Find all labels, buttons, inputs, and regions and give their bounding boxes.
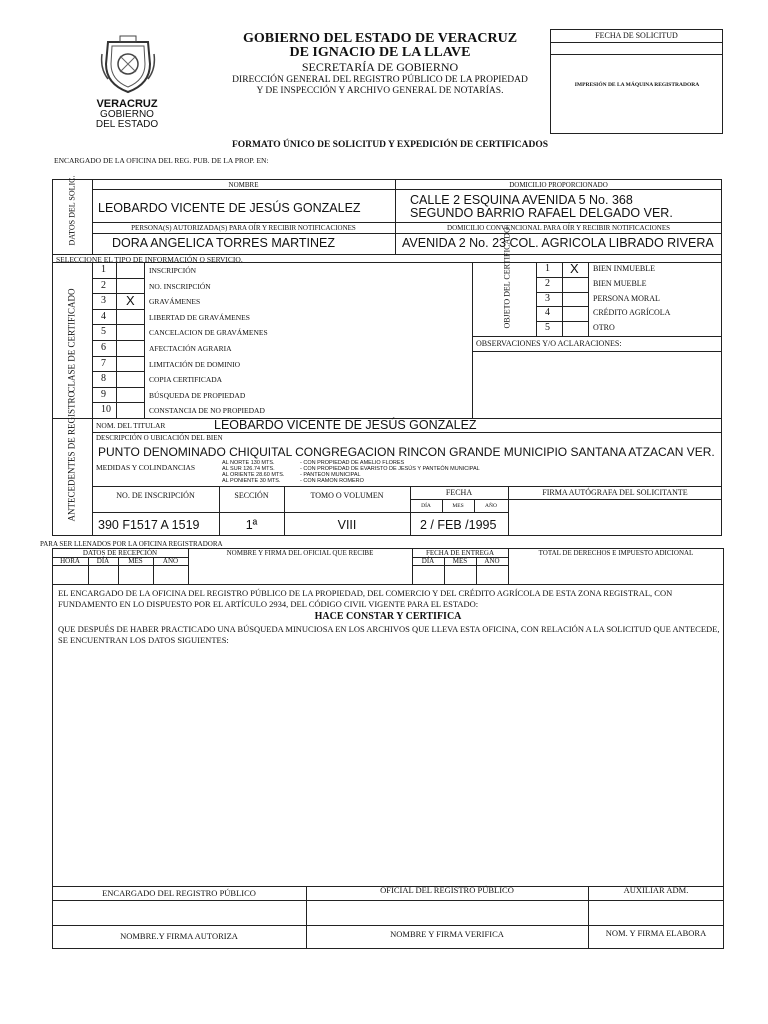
descripcion-label: DESCRIPCIÓN O UBICACIÓN DEL BIEN (96, 434, 223, 442)
auxiliar-label: AUXILIAR ADM. (623, 885, 689, 895)
impresion-label: IMPRESIÓN DE LA MÁQUINA REGISTRADORA (574, 82, 700, 88)
clase-item-number: 8 (101, 373, 106, 385)
inscripcion-value: 390 F1517 A 1519 (98, 518, 200, 532)
objeto-item-number: 2 (545, 277, 550, 289)
objeto-side-label: OBJETO DEL CERTIFICADO (502, 227, 512, 329)
encargado-registro-label: ENCARGADO DEL REGISTRO PÚBLICO (102, 888, 256, 898)
clase-item-label: BÚSQUEDA DE PROPIEDAD (149, 390, 246, 400)
mes-label: MES (452, 503, 464, 509)
clase-item-number: 7 (101, 357, 106, 369)
seccion-value: 1ª (245, 518, 258, 532)
recepcion-dia: DÍA (96, 557, 110, 565)
elabora-label: NOM. Y FIRMA ELABORA (605, 928, 707, 938)
verifica-label: NOMBRE Y FIRMA VERIFICA (390, 929, 504, 939)
fecha-label: FECHA (445, 488, 473, 497)
clase-item-number: 10 (101, 404, 111, 416)
medida-direccion: AL PONIENTE 30 MTS. (222, 478, 281, 484)
medida-colindancia: - CON PROPIEDAD DE AMELIO FLORES (300, 460, 405, 466)
fecha-entrega-label: FECHA DE ENTREGA (425, 549, 495, 557)
logo-line1: VERACRUZ (96, 98, 158, 110)
clase-item-number: 6 (101, 342, 106, 353)
tomo-value: VIII (337, 518, 357, 532)
convencional-label: DOMICILIO CONVENCIONAL PARA OÍR Y RECIBIR NOTIFICACIONES (447, 224, 670, 232)
encargado-line: ENCARGADO DE LA OFICINA DEL REG. PUB. DE LA PROP. EN: (54, 156, 269, 165)
form-title: FORMATO ÚNICO DE SOLICITUD Y EXPEDICIÓN DE CERTIFICADOS (231, 140, 549, 150)
clase-item-number: 5 (101, 326, 106, 338)
oficial-recibe-label: NOMBRE Y FIRMA DEL OFICIAL QUE RECIBE (226, 549, 374, 557)
clase-item-label: CANCELACION DE GRAVÁMENES (149, 328, 268, 338)
clase-item-label: GRAVÁMENES (149, 297, 201, 307)
descripcion-value: PUNTO DENOMINADO CHIQUITAL CONGREGACION RINCON GRANDE MUNICIPIO SANTANA ATZACAN VER. (98, 445, 715, 459)
objeto-item-label: CRÉDITO AGRÍCOLA (593, 308, 671, 318)
medida-colindancia: - PANTEON MUNICIPAL (300, 472, 361, 478)
tomo-label: TOMO O VOLUMEN (310, 491, 384, 500)
medida-colindancia: - CON RAMON ROMERO (300, 478, 364, 484)
clase-item-number: 3 (101, 295, 106, 307)
objeto-item-number: 5 (545, 322, 550, 334)
fecha-value: 2 / FEB /1995 (420, 518, 497, 532)
autoriza-label: NOMBRE.Y FIRMA AUTORIZA (120, 931, 238, 941)
seleccione-label: SELECCIONE EL TIPO DE INFORMACIÓN O SERVICIO. (56, 255, 243, 264)
clase-item-label: NO. INSCRIPCIÓN (149, 281, 211, 291)
header-direccion-2: Y DE INSPECCIÓN Y ARCHIVO GENERAL DE NOTARÍAS. (256, 86, 504, 96)
header-title-1: GOBIERNO DEL ESTADO DE VERACRUZ (242, 31, 518, 46)
dia-label: DÍA (421, 503, 431, 509)
antecedentes-side-label: ANTECEDENTES DE REGISTRO (66, 391, 77, 522)
domicilio-label: DOMICILIO PROPORCIONADO (509, 181, 608, 189)
objeto-item-label: BIEN INMUEBLE (593, 264, 655, 273)
clase-item-checkbox[interactable]: X (126, 293, 135, 309)
clase-item-label: INSCRIPCIÓN (149, 266, 197, 275)
seccion-label: SECCIÓN (234, 491, 269, 500)
oficial-registro-label: OFICIAL DEL REGISTRO PÚBLICO (380, 885, 514, 895)
nombre-value: LEOBARDO VICENTE DE JESÚS GONZALEZ (98, 201, 361, 215)
veracruz-shield-icon (100, 34, 156, 96)
objeto-item-number: 1 (545, 263, 550, 274)
observaciones-label: OBSERVACIONES Y/O ACLARACIONES: (476, 339, 622, 348)
recepcion-label: DATOS DE RECEPCIÓN (82, 549, 158, 557)
clase-item-number: 1 (101, 264, 106, 275)
objeto-item-label: PERSONA MORAL (593, 293, 660, 303)
recepcion-hora: HORA (60, 557, 80, 565)
medida-direccion: AL NORTE 130 MTS. (222, 460, 275, 466)
header-title-2: DE IGNACIO DE LA LLAVE (289, 45, 471, 60)
paragraph-busqueda: QUE DESPUÉS DE HABER PRACTICADO UNA BÚSQUEDA MINUCIOSA EN LOS ARCHIVOS QUE LLEVA ESTA OFICINA, CON RELACIÓN A LA SOLICITUD QUE ANTECEDE, SE ENCUENTRAN LOS DATOS SIGUIENTES: (58, 624, 720, 645)
recepcion-mes: MES (128, 557, 143, 565)
recepcion-ano: AÑO (162, 557, 179, 565)
fecha-solicitud-label: FECHA DE SOLICITUD (595, 31, 678, 40)
domicilio-value-2: SEGUNDO BARRIO RAFAEL DELGADO VER. (410, 206, 673, 220)
clase-item-number: 9 (101, 388, 106, 400)
logo-line3: DEL ESTADO (95, 119, 159, 130)
medida-direccion: AL ORIENTE 28.60 MTS. (222, 472, 285, 478)
entrega-mes: MES (452, 557, 468, 565)
clase-item-label: LIMITACIÓN DE DOMINIO (149, 359, 241, 369)
clase-item-label: COPIA CERTIFICADA (149, 375, 223, 385)
clase-item-label: LIBERTAD DE GRAVÁMENES (149, 312, 250, 322)
titular-label: NOM. DEL TITULAR (96, 421, 166, 430)
para-llenados-label: PARA SER LLENADOS POR LA OFICINA REGISTRADORA (40, 540, 223, 548)
convencional-value: AVENIDA 2 No. 23 COL. AGRICOLA LIBRADO RIVERA (402, 236, 714, 250)
objeto-item-number: 4 (545, 307, 550, 319)
hace-constar-heading: HACE CONSTAR Y CERTIFICA (314, 611, 462, 622)
autorizadas-label: PERSONA(S) AUTORIZADA(S) PARA OÍR Y RECIBIR NOTIFICACIONES (131, 224, 356, 232)
clase-item-number: 2 (101, 279, 106, 291)
ano-label: AÑO (485, 503, 497, 509)
firma-solicitante-label: FIRMA AUTÓGRAFA DEL SOLICITANTE (542, 488, 688, 497)
objeto-item-label: OTRO (593, 323, 615, 333)
clase-item-number: 4 (101, 310, 106, 322)
objeto-item-checkbox[interactable]: X (570, 261, 579, 276)
total-derechos-label: TOTAL DE DERECHOS E IMPUESTO ADICIONAL (538, 549, 694, 557)
header-direccion-1: DIRECCIÓN GENERAL DEL REGISTRO PÚBLICO DE LA PROPIEDAD (232, 75, 528, 85)
titular-value: LEOBARDO VICENTE DE JESÚS GONZALEZ (214, 418, 477, 432)
solicitante-side-label: DATOS DEL SOLIC. (67, 175, 77, 246)
entrega-ano: AÑO (484, 557, 500, 565)
logo-line2: GOBIERNO (100, 109, 154, 120)
clase-item-label: CONSTANCIA DE NO PROPIEDAD (149, 406, 265, 416)
nombre-label: NOMBRE (228, 181, 259, 189)
inscripcion-label: NO. DE INSCRIPCIÓN (116, 491, 195, 500)
header-secretaria: SECRETARÍA DE GOBIERNO (301, 60, 459, 74)
objeto-item-number: 3 (545, 292, 550, 304)
clase-side-label: CLASE DE CERTIFICADO (66, 288, 77, 393)
medidas-label: MEDIDAS Y COLINDANCIAS (96, 463, 196, 472)
medida-colindancia: - CON PROPIEDAD DE EVARISTO DE JESÚS Y PANTEÓN MUNICIPAL (300, 466, 480, 472)
domicilio-value-1: CALLE 2 ESQUINA AVENIDA 5 No. 368 (410, 193, 633, 207)
clase-item-label: AFECTACIÓN AGRARIA (149, 344, 232, 353)
objeto-item-label: BIEN MUEBLE (593, 278, 647, 288)
entrega-dia: DÍA (421, 557, 435, 565)
medida-direccion: AL SUR 126.74 MTS. (222, 466, 275, 472)
autorizada-value: DORA ANGELICA TORRES MARTINEZ (112, 236, 335, 250)
paragraph-fundamento: EL ENCARGADO DE LA OFICINA DEL REGISTRO PÚBLICO DE LA PROPIEDAD, DEL COMERCIO Y DEL CRÉDITO AGRÍCOLA DE ESTA ZONA REGISTRAL, CON FUNDAMENTO EN LO DISPUESTO POR EL ARTÍCULO 2934, DEL CÓDIGO CIVIL VIGENTE PARA EL ESTADO: (58, 588, 673, 609)
